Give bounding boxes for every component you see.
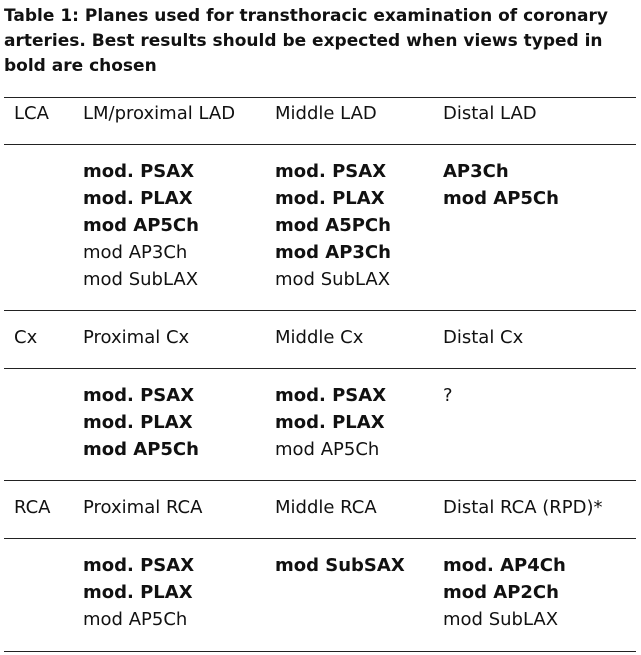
view-plane: mod SubLAX	[443, 609, 559, 630]
view-plane: mod AP5Ch	[83, 609, 188, 630]
view-plane: mod SubLAX	[275, 269, 391, 290]
views-cell	[275, 552, 405, 579]
table-rule	[4, 97, 636, 98]
segment-header: RCA	[14, 497, 51, 518]
table-rule	[4, 538, 636, 539]
segment-header: Proximal RCA	[83, 497, 203, 518]
views-cell	[275, 158, 391, 293]
view-plane: mod AP5Ch	[443, 188, 559, 209]
view-plane: mod AP3Ch	[83, 242, 188, 263]
view-plane: mod. PSAX	[83, 161, 195, 182]
view-plane: mod. PLAX	[275, 412, 385, 433]
views-cell	[443, 382, 453, 409]
table-rule	[4, 310, 636, 311]
segment-header: LM/proximal LAD	[83, 103, 236, 124]
segment-header: Distal Cx	[443, 327, 524, 348]
view-plane: ?	[443, 385, 453, 406]
table-caption: Table 1: Planes used for transthoracic examination of coronary arteries. Best results should be expected when views typed in bold are chosen	[4, 6, 608, 76]
table-rule	[4, 651, 636, 652]
view-plane: mod AP3Ch	[275, 242, 391, 263]
views-cell	[83, 552, 194, 633]
views-cell	[275, 382, 386, 463]
segment-header: Distal RCA (RPD)*	[443, 497, 603, 518]
segment-header: Middle Cx	[275, 327, 364, 348]
view-plane: mod. PLAX	[83, 582, 193, 603]
view-plane: mod. PLAX	[275, 188, 385, 209]
view-plane: mod AP5Ch	[83, 439, 199, 460]
segment-header: Middle LAD	[275, 103, 377, 124]
segment-header: LCA	[14, 103, 49, 124]
view-plane: AP3Ch	[443, 161, 509, 182]
segment-header: Middle RCA	[275, 497, 377, 518]
views-cell	[83, 158, 199, 293]
view-plane: mod. PSAX	[275, 161, 387, 182]
view-plane: mod. PSAX	[83, 555, 195, 576]
views-cell	[443, 552, 566, 633]
table-rule	[4, 480, 636, 481]
view-plane: mod. PLAX	[83, 188, 193, 209]
table-rule	[4, 144, 636, 145]
segment-header: Cx	[14, 327, 38, 348]
view-plane: mod A5PCh	[275, 215, 391, 236]
view-plane: mod. PSAX	[83, 385, 195, 406]
view-plane: mod. PLAX	[83, 412, 193, 433]
view-plane: mod. PSAX	[275, 385, 387, 406]
view-plane: mod AP5Ch	[83, 215, 199, 236]
view-plane: mod. AP4Ch	[443, 555, 566, 576]
segment-header: Proximal Cx	[83, 327, 190, 348]
view-plane: mod AP2Ch	[443, 582, 559, 603]
view-plane: mod SubSAX	[275, 555, 405, 576]
views-cell	[83, 382, 199, 463]
view-plane: mod SubLAX	[83, 269, 199, 290]
segment-header: Distal LAD	[443, 103, 537, 124]
views-cell	[443, 158, 559, 212]
table-rule	[4, 368, 636, 369]
view-plane: mod AP5Ch	[275, 439, 380, 460]
